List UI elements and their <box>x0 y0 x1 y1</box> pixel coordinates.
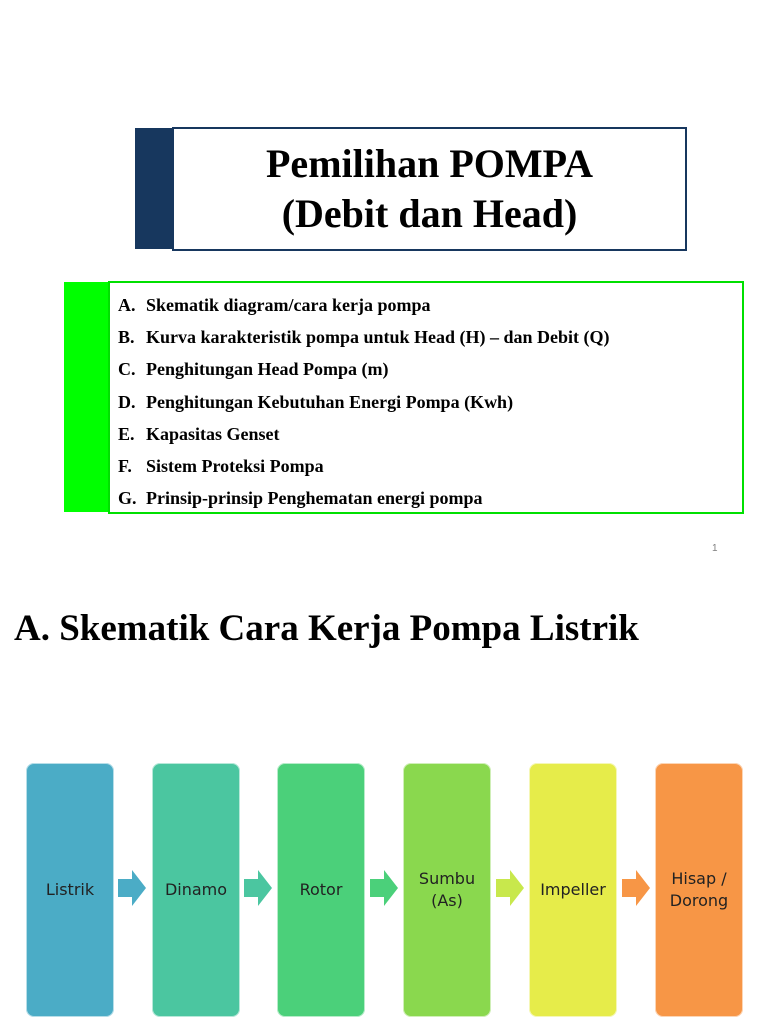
arrow-shape <box>244 870 272 906</box>
flow-step-sumbu: Sumbu (As) <box>403 763 491 1017</box>
agenda-item: A. Skematik diagram/cara kerja pompa <box>118 295 431 315</box>
section-heading: A. Skematik Cara Kerja Pompa Listrik <box>14 608 639 649</box>
agenda-item: G. Prinsip-prinsip Penghematan energi pompa <box>118 488 483 509</box>
arrow-shape <box>370 870 398 906</box>
agenda-item: C. Penghitungan Head Pompa (m) <box>118 359 389 380</box>
agenda-item: E. Kapasitas Genset <box>118 423 280 444</box>
flow-step-listrik: Listrik <box>26 763 114 1017</box>
flow-step-rotor: Rotor <box>277 763 365 1017</box>
right-arrow-icon <box>496 870 524 906</box>
right-arrow-icon <box>622 870 650 906</box>
agenda-item: B. Kurva karakteristik pompa untuk Head (H) – dan Debit (Q) <box>118 327 610 348</box>
arrow-shape <box>496 870 524 906</box>
page-number: 1 <box>712 543 718 554</box>
agenda-box <box>108 281 744 514</box>
agenda-item: D. Penghitungan Kebutuhan Energi Pompa (Kwh) <box>118 391 514 412</box>
right-arrow-icon <box>244 870 272 906</box>
list-accent-bar <box>64 282 110 512</box>
arrow-shape <box>118 870 146 906</box>
agenda-item: F. Sistem Proteksi Pompa <box>118 455 324 476</box>
slide-title-line-2: (Debit dan Head) <box>281 191 578 236</box>
right-arrow-icon <box>370 870 398 906</box>
slide-title-line-1: Pemilihan POMPA <box>266 141 593 186</box>
flow-step-impeller: Impeller <box>529 763 617 1017</box>
flow-step-hisap-dorong: Hisap / Dorong <box>655 763 743 1017</box>
agenda-list <box>110 283 742 514</box>
title-accent-bar <box>135 128 175 249</box>
arrow-shape <box>622 870 650 906</box>
right-arrow-icon <box>118 870 146 906</box>
title-box <box>172 127 687 251</box>
flow-step-dinamo: Dinamo <box>152 763 240 1017</box>
